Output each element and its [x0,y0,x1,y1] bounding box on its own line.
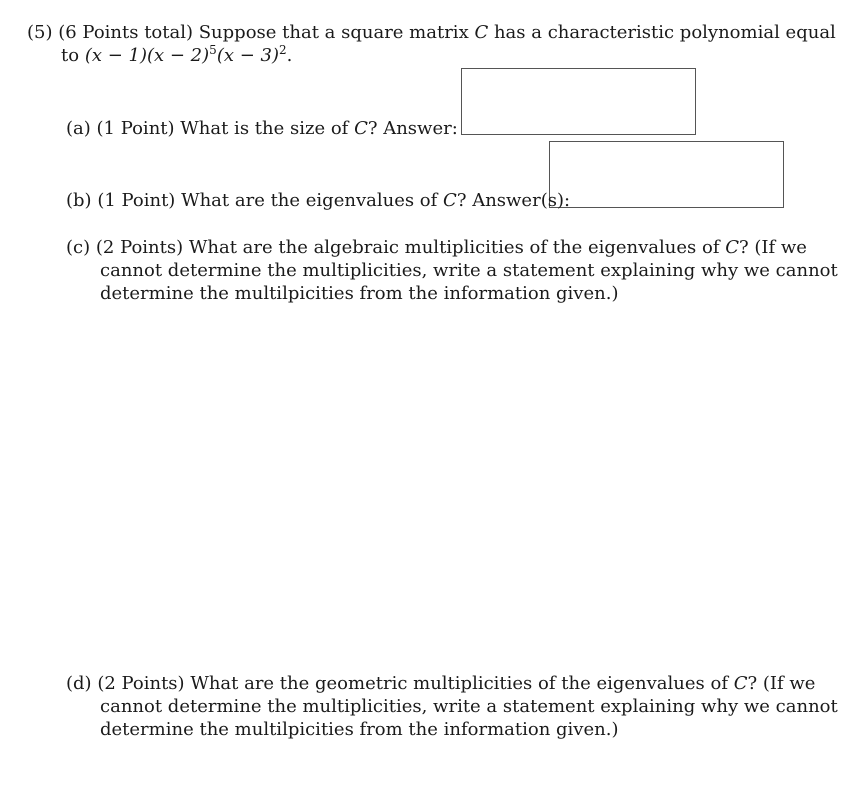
part-b-label: (b) [66,190,92,211]
part-c-symbol: C [725,237,740,258]
part-a-text: What is the size of [180,118,349,139]
part-c-line-1 [66,236,807,259]
polynomial-to: to [61,45,80,66]
part-b-question [66,189,570,212]
part-c-label: (c) [66,237,91,258]
part-c-text-after: ? (If we [739,237,807,258]
part-d-text: What are the geometric multiplicities of the eigenvalues of [190,673,728,694]
polynomial-end: . [286,45,293,66]
problem-header [27,21,836,44]
part-c-points: (2 Points) [95,237,184,258]
part-a-symbol: C [354,118,368,139]
answer-box-a[interactable] [461,68,696,135]
polynomial-factors-2: (x − 3) [216,45,279,66]
part-d-text-after: ? (If we [747,673,816,694]
polynomial-factors-1: (x − 1)(x − 2) [84,45,210,66]
part-d-symbol: C [733,673,748,694]
polynomial-exponent-2: 2 [279,43,287,57]
part-d-line-2: cannot determine the multiplicities, write a statement explaining why we cannot [100,696,838,717]
part-c-line-2: cannot determine the multiplicities, write a statement explaining why we cannot [100,260,838,281]
part-d-line-1 [66,672,815,695]
part-d-label: (d) [66,673,92,694]
part-b-symbol: C [443,190,457,211]
problem-header-text: (6 Points total) Suppose that a square matrix [58,22,469,43]
answer-box-b[interactable] [549,141,784,208]
part-c-text: What are the algebraic multiplicities of the eigenvalues of [188,237,720,258]
characteristic-polynomial [61,44,292,67]
part-c-line-3: determine the multilpicities from the information given.) [100,283,619,304]
part-b-answer-label: ? Answer(s): [456,190,571,211]
part-d-line-3: determine the multilpicities from the information given.) [100,719,619,740]
part-b-points: (1 Point) [97,190,176,211]
problem-header-tail: has a characteristic polynomial equal [493,22,836,43]
problem-number: (5) [27,22,53,43]
matrix-symbol: C [474,22,489,43]
part-a-points: (1 Point) [96,118,175,139]
part-a-question [66,117,458,140]
part-a-answer-label: ? Answer: [367,118,458,139]
part-a-label: (a) [66,118,91,139]
part-d-points: (2 Points) [97,673,185,694]
polynomial-exponent-1: 5 [209,43,217,57]
part-b-text: What are the eigenvalues of [181,190,438,211]
